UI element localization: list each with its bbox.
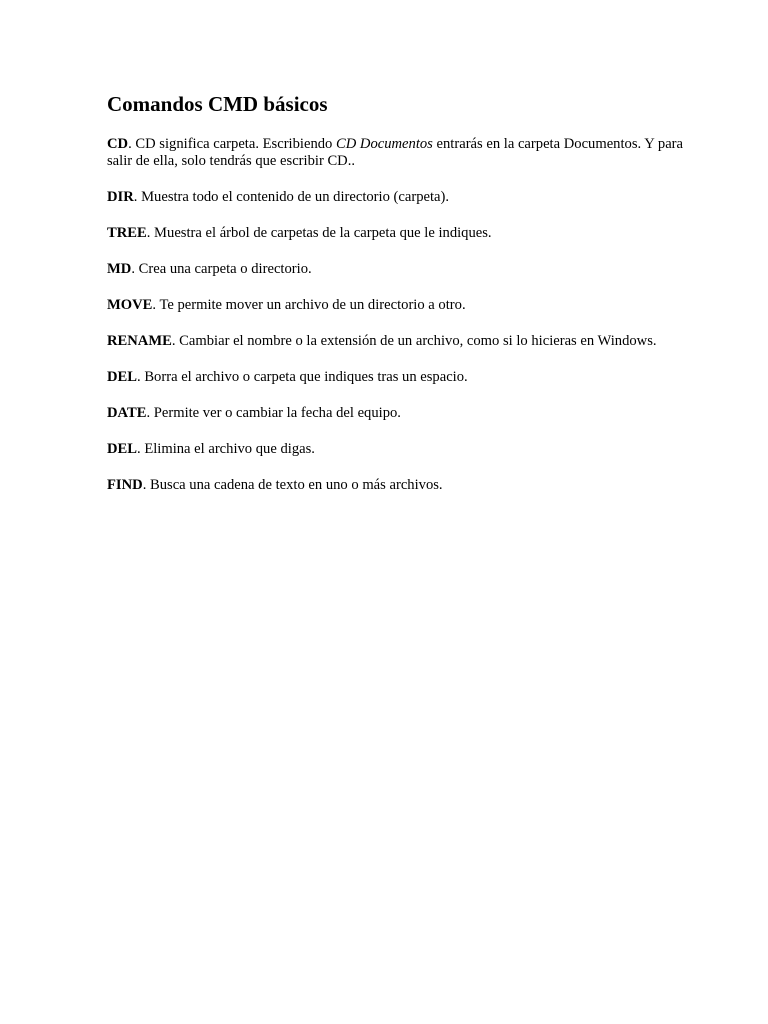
command-description: . CD significa carpeta. Escribiendo — [128, 136, 336, 152]
command-name: DATE — [107, 405, 147, 421]
entry-md — [107, 261, 687, 278]
entry-tree — [107, 225, 687, 242]
command-name: CD — [107, 136, 129, 152]
entry-move — [107, 297, 687, 314]
entry-date — [107, 405, 687, 422]
page-title: Comandos CMD básicos — [107, 92, 328, 116]
document-page — [107, 90, 687, 513]
entry-del-2 — [107, 441, 687, 458]
command-description: . Permite ver o cambiar la fecha del equipo. — [146, 405, 401, 421]
entry-dir — [107, 189, 687, 206]
command-name: DEL — [107, 441, 138, 457]
entry-del — [107, 369, 687, 386]
command-example: CD Documentos — [335, 136, 433, 152]
command-description: . Muestra el árbol de carpetas de la carpeta que le indiques. — [146, 225, 492, 241]
command-name: DIR — [107, 189, 134, 205]
command-description: . Busca una cadena de texto en uno o más archivos. — [142, 477, 443, 493]
command-name: MD — [107, 261, 132, 277]
entry-cd — [107, 136, 687, 170]
command-name: FIND — [107, 477, 143, 493]
command-description: . Elimina el archivo que digas. — [137, 441, 315, 457]
command-description: . Crea una carpeta o directorio. — [131, 261, 312, 277]
entry-find — [107, 477, 687, 494]
command-name: TREE — [107, 225, 147, 241]
command-description: . Muestra todo el contenido de un directorio (carpeta). — [133, 189, 450, 205]
command-name: DEL — [107, 369, 138, 385]
command-name: RENAME — [107, 333, 172, 349]
entry-rename — [107, 333, 687, 350]
command-name: MOVE — [107, 297, 153, 313]
command-description: . Borra el archivo o carpeta que indiques tras un espacio. — [137, 369, 468, 385]
command-description: . Cambiar el nombre o la extensión de un archivo, como si lo hicieras en Windows. — [171, 333, 657, 349]
command-description-continued: entrarás en la carpeta Documentos. Y para salir de ella, solo tendrás que escribir CD.. — [107, 136, 684, 169]
command-description: . Te permite mover un archivo de un directorio a otro. — [152, 297, 466, 313]
